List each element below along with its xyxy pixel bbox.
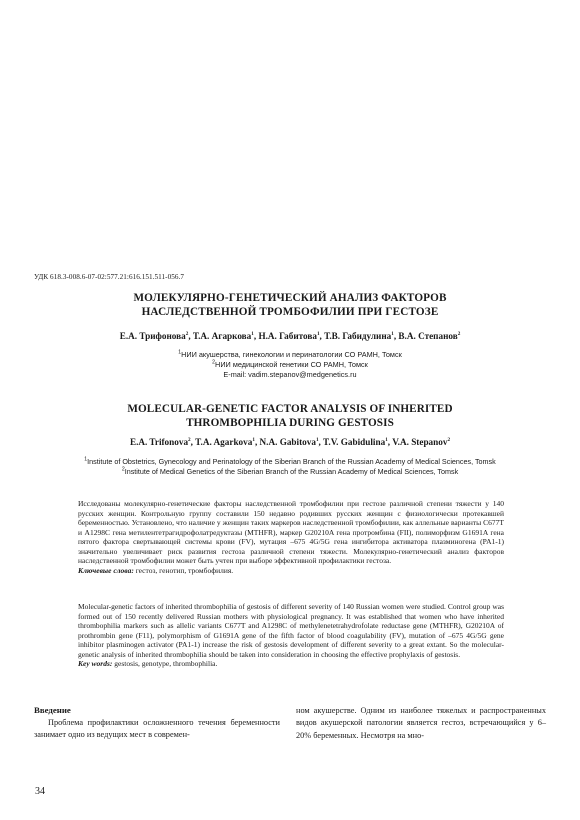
abstract-en: [78, 602, 504, 669]
author-ru: Т.А. Агаркова$^1$,: [192, 330, 257, 341]
title-ru-line-2: НАСЛЕДСТВЕННОЙ ТРОМБОФИЛИИ ПРИ ГЕСТОЗЕ: [141, 305, 439, 318]
abstract-ru: [78, 499, 504, 575]
author-ru: В.А. Степанов$^2$: [398, 330, 461, 341]
section-heading-introduction: Введение: [34, 705, 71, 715]
intro-column-left: Проблема профилактики осложненного течения беременности занимает одно из ведущих мест в современ-: [34, 718, 280, 740]
abstract-ru-text: Исследованы молекулярно-генетические факторы наследственной тромбофилии при гестозе различной степени тяжести у 140 русских женщин. Контрольную группу составили 150 недавно родивших русских женщин с физиологически протекавшей беременностью. Установлено, что наличие у женщин таких маркеров наследственной тромбофилии, как аллельные варианты C677T и A1298C гена метилентетрагидрофолатредуктазы (MTHFR), маркер G20210A гена протромбина (FII), полиморфизм G1691A гена пятого фактора свертывающей системы крови (FV), мутация –675 4G/5G гена ингибитора активатора плазминогена (PA1-1) значительно увеличивает риск развития гестоза различной степени тяжести. Молекулярно-генетический анализ факторов наследственной тромбофилии может быть учтен при выборе эффективной профилактики гестоза.: [78, 499, 504, 566]
affiliation-en-1: $^1$Institute of Obstetrics, Gynecology and Perinatology of the Siberian Branch of the Russian Academy of Medical Sciences, Tomsk: [84, 456, 496, 466]
affiliations-en: [20, 457, 560, 478]
author-en: N.A. Gabitova$^1$,: [259, 436, 321, 447]
author-en: T.A. Agarkova$^1$,: [195, 436, 258, 447]
keywords-en-label: Key words:: [78, 659, 113, 669]
affiliations-ru: [60, 350, 520, 381]
keywords-ru-label: Ключевые слова:: [78, 565, 134, 575]
author-ru: Т.В. Габидулина$^1$,: [324, 330, 397, 341]
affiliation-ru-1: $^1$НИИ акушерства, гинекологии и перинатологии СО РАМН, Томск: [178, 349, 402, 359]
article-title-ru: [60, 292, 520, 319]
keywords-ru: гестоз, генотип, тромбофилия.: [133, 565, 234, 575]
title-en-line-2: THROMBOPHILIA DURING GESTOSIS: [186, 416, 394, 429]
authors-en: [40, 437, 540, 447]
authors-ru: [40, 331, 540, 341]
author-ru: Е.А. Трифонова$^2$,: [119, 330, 191, 341]
intro-column-right: ном акушерстве. Одним из наиболее тяжелых и распространенных видов акушерской патологии является гестоз, встречающийся у 6–20% беременных. Несмотря на мно-: [296, 706, 546, 740]
author-ru: Н.А. Габитова$^1$,: [258, 330, 322, 341]
article-title-en: [60, 403, 520, 430]
author-en: V.A. Stepanov$^2$: [392, 436, 451, 447]
udc-code: УДК 618.3-008.6-07-02:577.21:616.151.511-056.7: [34, 273, 185, 281]
affiliation-ru-2: $^2$НИИ медицинской генетики СО РАМН, Томск: [212, 359, 368, 370]
author-en: E.A. Trifonova$^2$,: [129, 436, 193, 447]
page-number: 34: [35, 786, 45, 797]
keywords-en: gestosis, genotype, thrombophilia.: [112, 659, 218, 669]
author-en: T.V. Gabidulina$^1$,: [322, 436, 391, 447]
affiliation-en-2: $^2$Institute of Medical Genetics of the Siberian Branch of the Russian Academy of Medical Sciences, Tomsk: [121, 466, 459, 477]
abstract-en-text: Molecular-genetic factors of inherited thrombophilia of gestosis of different severity of 140 Russian women were studied. Control group was formed out of 150 recently delivered Russian mothers with physiological pregnancy. It was established that women who have inherited thrombophilia markers such as allelic variants C677T and A1298C of methylenetetrahydrofolate reductase gene (MTHFR), G20210A of prothrombin gene (F11), polymorphism of G1691A gene of the fifth factor of blood coagulability (FV), mutation of –675 4G/5G gene inhibitor plasminogen activator (PA1-1) increase the risk of gestosis development of different severity to a great extant. So the molecular-genetic analysis of inherited thrombophilia should be taken into consideration in choosing the effective prophylaxis of gestosis.: [78, 602, 504, 659]
contact-email: E-mail: vadim.stepanov@medgenetics.ru: [223, 370, 357, 380]
title-ru-line-1: МОЛЕКУЛЯРНО-ГЕНЕТИЧЕСКИЙ АНАЛИЗ ФАКТОРОВ: [133, 292, 447, 304]
title-en-line-1: MOLECULAR-GENETIC FACTOR ANALYSIS OF INHERITED: [127, 403, 453, 415]
